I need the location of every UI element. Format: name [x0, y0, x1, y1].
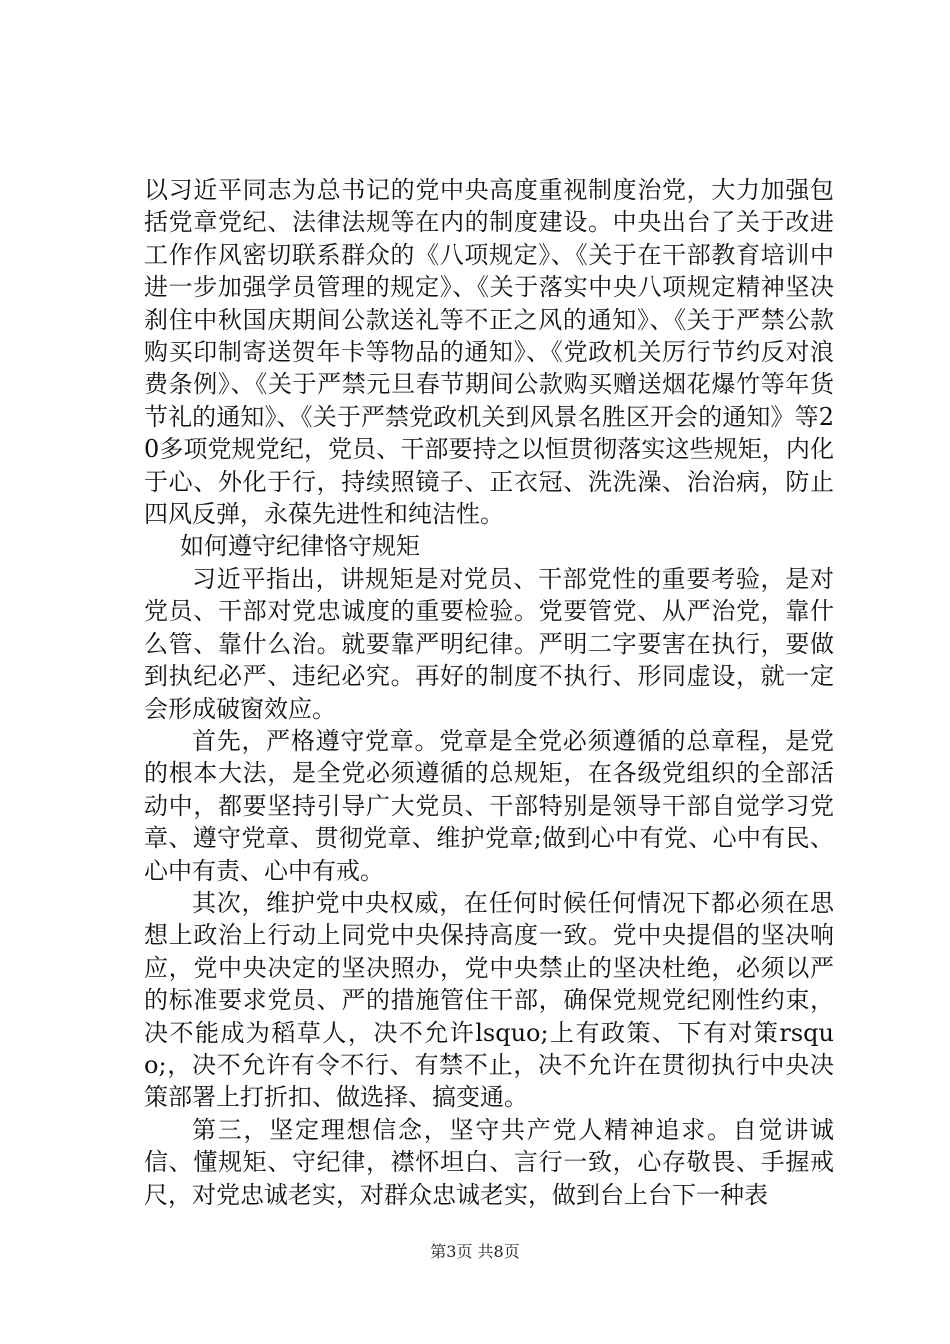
paragraph-rules-importance: 习近平指出，讲规矩是对党员、干部党性的重要考验，是对党员、干部对党忠诚度的重要检验。党要管党、从严治党，靠什么管、靠什么治。就要靠严明纪律。严明二字要害在执行，要做到执纪必严、违纪必究。再好的制度不执行、形同虚设，就一定会形成破窗效应。	[144, 564, 834, 723]
document-body	[144, 174, 834, 1211]
paragraph-intro: 以习近平同志为总书记的党中央高度重视制度治党，大力加强包括党章党纪、法律法规等在内的制度建设。中央出台了关于改进工作作风密切联系群众的《八项规定》、《关于在干部教育培训中进一步加强学员管理的规定》、《关于落实中央八项规定精神坚决刹住中秋国庆期间公款送礼等不正之风的通知》、《关于严禁公款购买印制寄送贺年卡等物品的通知》、《党政机关厉行节约反对浪费条例》、《关于严禁元旦春节期间公款购买赠送烟花爆竹等年货节礼的通知》、《关于严禁党政机关到风景名胜区开会的通知》等20多项党规党纪，党员、干部要持之以恒贯彻落实这些规矩，内化于心、外化于行，持续照镜子、正衣冠、洗洗澡、治治病，防止四风反弹，永葆先进性和纯洁性。	[144, 176, 834, 529]
page-footer: 第3页 共8页	[430, 1242, 520, 1261]
section-heading: 如何遵守纪律恪守规矩	[180, 532, 420, 561]
paragraph-third-point: 第三，坚定理想信念，坚守共产党人精神追求。自觉讲诚信、懂规矩、守纪律，襟怀坦白、言行一致，心存敬畏、手握戒尺，对党忠诚老实，对群众忠诚老实，做到台上台下一种表	[144, 1115, 834, 1209]
paragraph-second-point: 其次，维护党中央权威，在任何时候任何情况下都必须在思想上政治上行动上同党中央保持高度一致。党中央提倡的坚决响应，党中央决定的坚决照办，党中央禁止的坚决杜绝，必须以严的标准要求党员、严的措施管住干部，确保党规党纪刚性约束，决不能成为稻草人，决不允许lsquo;上有政策、下有对策rsquo;，决不允许有令不行、有禁不止，决不允许在贯彻执行中央决策部署上打折扣、做选择、搞变通。	[144, 888, 834, 1112]
paragraph-first-point: 首先，严格遵守党章。党章是全党必须遵循的总章程，是党的根本大法，是全党必须遵循的总规矩，在各级党组织的全部活动中，都要坚持引导广大党员、干部特别是领导干部自觉学习党章、遵守党章、贯彻党章、维护党章;做到心中有党、心中有民、心中有责、心中有戒。	[144, 726, 834, 885]
